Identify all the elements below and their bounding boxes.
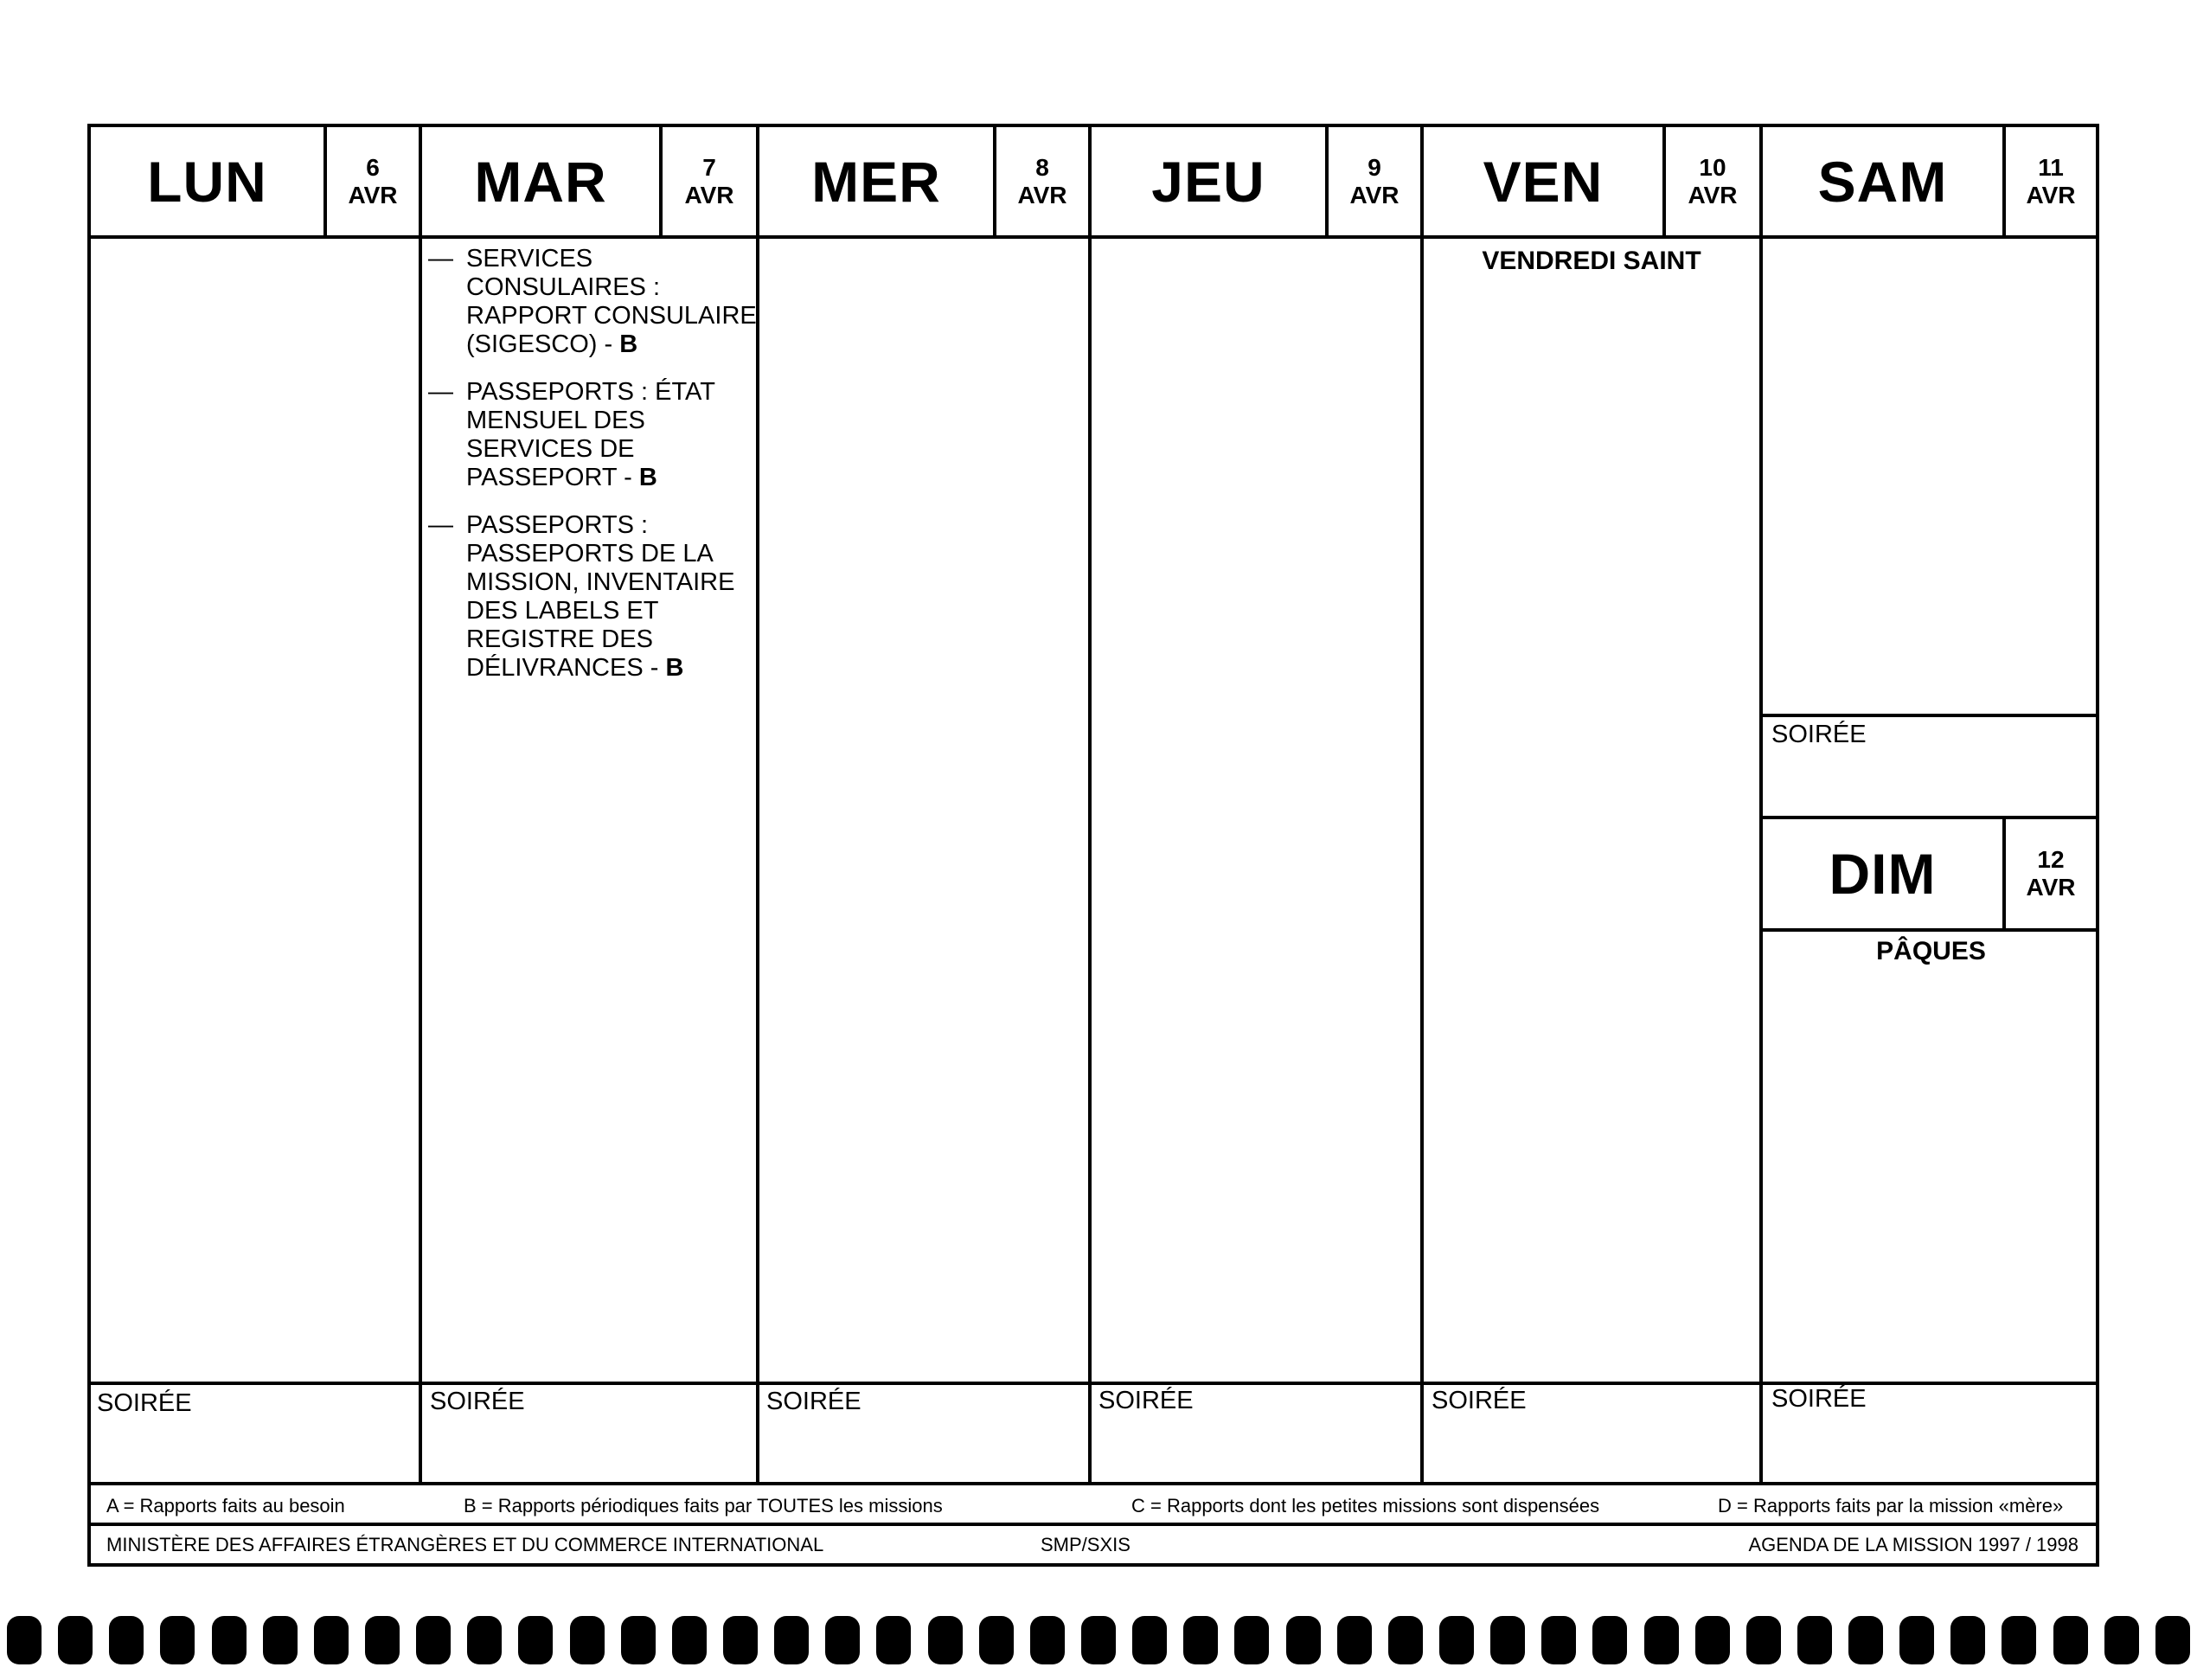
day-month: AVR bbox=[1349, 181, 1400, 208]
entry-description: PASSEPORTS : ÉTAT MENSUEL DES SERVICES DE PASSEPORT - bbox=[466, 378, 715, 491]
binding-hole bbox=[1132, 1616, 1167, 1664]
footer-code: SMP/SXIS bbox=[1041, 1534, 1131, 1555]
soiree-label-thu: SOIRÉE bbox=[1098, 1387, 1194, 1414]
binding-hole bbox=[58, 1616, 93, 1664]
column-divider bbox=[1759, 124, 1763, 1484]
day-number: 7 bbox=[702, 153, 716, 181]
day-name-wed: MER bbox=[811, 149, 941, 214]
footer-top-rule bbox=[87, 1523, 2099, 1526]
day-date-wed bbox=[996, 127, 1088, 235]
soiree-label-sat: SOIRÉE bbox=[1771, 721, 1867, 748]
footer-ministry: MINISTÈRE DES AFFAIRES ÉTRANGÈRES ET DU COMMERCE INTERNATIONAL bbox=[106, 1534, 824, 1555]
legend-top-rule bbox=[87, 1482, 2099, 1485]
soiree-label-wed: SOIRÉE bbox=[766, 1388, 862, 1415]
day-number: 9 bbox=[1368, 153, 1381, 181]
day-month: AVR bbox=[2026, 874, 2076, 901]
binding-hole bbox=[672, 1616, 707, 1664]
binding-hole bbox=[2104, 1616, 2139, 1664]
binding-hole bbox=[365, 1616, 400, 1664]
legend-d: D = Rapports faits par la mission «mère» bbox=[1718, 1495, 2064, 1516]
binding-hole bbox=[1695, 1616, 1730, 1664]
entry-dash: — bbox=[428, 245, 453, 273]
binding-holes bbox=[0, 1616, 2197, 1668]
binding-hole bbox=[1950, 1616, 1985, 1664]
day-number: 8 bbox=[1035, 153, 1049, 181]
binding-hole bbox=[1746, 1616, 1781, 1664]
day-name-tue: MAR bbox=[474, 149, 607, 214]
header-rule bbox=[87, 235, 2099, 239]
binding-hole bbox=[825, 1616, 860, 1664]
binding-hole bbox=[212, 1616, 247, 1664]
saturday-soiree-rule bbox=[1759, 714, 2099, 717]
footer-agenda: AGENDA DE LA MISSION 1997 / 1998 bbox=[1748, 1534, 2079, 1555]
column-divider bbox=[1420, 124, 1424, 1484]
agenda-entry bbox=[428, 511, 757, 683]
entry-code: B bbox=[665, 654, 684, 682]
day-name-sat: SAM bbox=[1817, 149, 1948, 214]
entry-dash: — bbox=[428, 378, 453, 406]
day-date-tue bbox=[663, 127, 756, 235]
day-name-thu: JEU bbox=[1151, 149, 1265, 214]
binding-hole bbox=[1234, 1616, 1269, 1664]
entry-code: B bbox=[619, 330, 638, 358]
binding-hole bbox=[263, 1616, 298, 1664]
day-month: AVR bbox=[684, 181, 734, 208]
tuesday-entries bbox=[428, 245, 757, 702]
binding-hole bbox=[1541, 1616, 1576, 1664]
binding-hole bbox=[109, 1616, 144, 1664]
binding-hole bbox=[1030, 1616, 1065, 1664]
binding-hole bbox=[1848, 1616, 1883, 1664]
binding-hole bbox=[160, 1616, 195, 1664]
binding-hole bbox=[1592, 1616, 1627, 1664]
binding-hole bbox=[1644, 1616, 1679, 1664]
day-date-thu bbox=[1329, 127, 1420, 235]
legend-c: C = Rapports dont les petites missions sont dispensées bbox=[1131, 1495, 1600, 1516]
day-number: 12 bbox=[2037, 846, 2065, 873]
sunday-holiday-note: PÂQUES bbox=[1876, 937, 1986, 965]
binding-hole bbox=[928, 1616, 963, 1664]
binding-hole bbox=[467, 1616, 502, 1664]
day-month: AVR bbox=[348, 181, 398, 208]
day-date-sun bbox=[2006, 819, 2096, 928]
binding-hole bbox=[518, 1616, 553, 1664]
entry-text bbox=[466, 511, 757, 683]
day-month: AVR bbox=[1688, 181, 1738, 208]
day-name-mon: LUN bbox=[147, 149, 267, 214]
day-date-sat bbox=[2006, 127, 2096, 235]
column-divider bbox=[419, 124, 422, 1484]
binding-hole bbox=[1388, 1616, 1423, 1664]
binding-hole bbox=[2002, 1616, 2036, 1664]
entry-text bbox=[466, 245, 757, 359]
binding-hole bbox=[1337, 1616, 1372, 1664]
binding-hole bbox=[7, 1616, 42, 1664]
day-date-fri bbox=[1666, 127, 1759, 235]
soiree-label-sun: SOIRÉE bbox=[1771, 1385, 1867, 1413]
binding-hole bbox=[774, 1616, 809, 1664]
day-number: 11 bbox=[2038, 153, 2064, 181]
binding-hole bbox=[2155, 1616, 2190, 1664]
legend-a: A = Rapports faits au besoin bbox=[106, 1495, 345, 1516]
column-divider bbox=[1088, 124, 1092, 1484]
day-name-fri: VEN bbox=[1483, 149, 1604, 214]
binding-hole bbox=[1286, 1616, 1321, 1664]
entry-description: PASSEPORTS : PASSEPORTS DE LA MISSION, INVENTAIRE DES LABELS ET REGISTRE DES DÉLIVRANCES - bbox=[466, 511, 735, 682]
entry-text bbox=[466, 378, 757, 492]
day-number: 10 bbox=[1699, 153, 1726, 181]
binding-hole bbox=[621, 1616, 656, 1664]
soiree-label-fri: SOIRÉE bbox=[1432, 1387, 1527, 1414]
day-month: AVR bbox=[1017, 181, 1067, 208]
agenda-entry bbox=[428, 378, 757, 492]
soiree-label-tue: SOIRÉE bbox=[430, 1388, 525, 1415]
legend-b: B = Rapports périodiques faits par TOUTES les missions bbox=[464, 1495, 943, 1516]
binding-hole bbox=[1899, 1616, 1934, 1664]
day-date-mon bbox=[327, 127, 419, 235]
binding-hole bbox=[570, 1616, 605, 1664]
binding-hole bbox=[723, 1616, 758, 1664]
binding-hole bbox=[979, 1616, 1014, 1664]
entry-dash: — bbox=[428, 511, 453, 539]
binding-hole bbox=[2053, 1616, 2088, 1664]
agenda-entry bbox=[428, 245, 757, 359]
entry-description: SERVICES CONSULAIRES : RAPPORT CONSULAIRE (SIGESCO) - bbox=[466, 245, 757, 358]
binding-hole bbox=[1490, 1616, 1525, 1664]
binding-hole bbox=[1081, 1616, 1116, 1664]
day-month: AVR bbox=[2026, 181, 2076, 208]
binding-hole bbox=[1183, 1616, 1218, 1664]
binding-hole bbox=[416, 1616, 451, 1664]
entry-code: B bbox=[638, 464, 657, 491]
friday-holiday-note: VENDREDI SAINT bbox=[1482, 247, 1701, 275]
sunday-header-bottom-rule bbox=[1759, 928, 2099, 932]
day-number: 6 bbox=[366, 153, 380, 181]
binding-hole bbox=[314, 1616, 349, 1664]
binding-hole bbox=[1797, 1616, 1832, 1664]
binding-hole bbox=[876, 1616, 911, 1664]
soiree-label-mon: SOIRÉE bbox=[97, 1389, 192, 1417]
day-name-sun: DIM bbox=[1829, 842, 1937, 906]
binding-hole bbox=[1439, 1616, 1474, 1664]
